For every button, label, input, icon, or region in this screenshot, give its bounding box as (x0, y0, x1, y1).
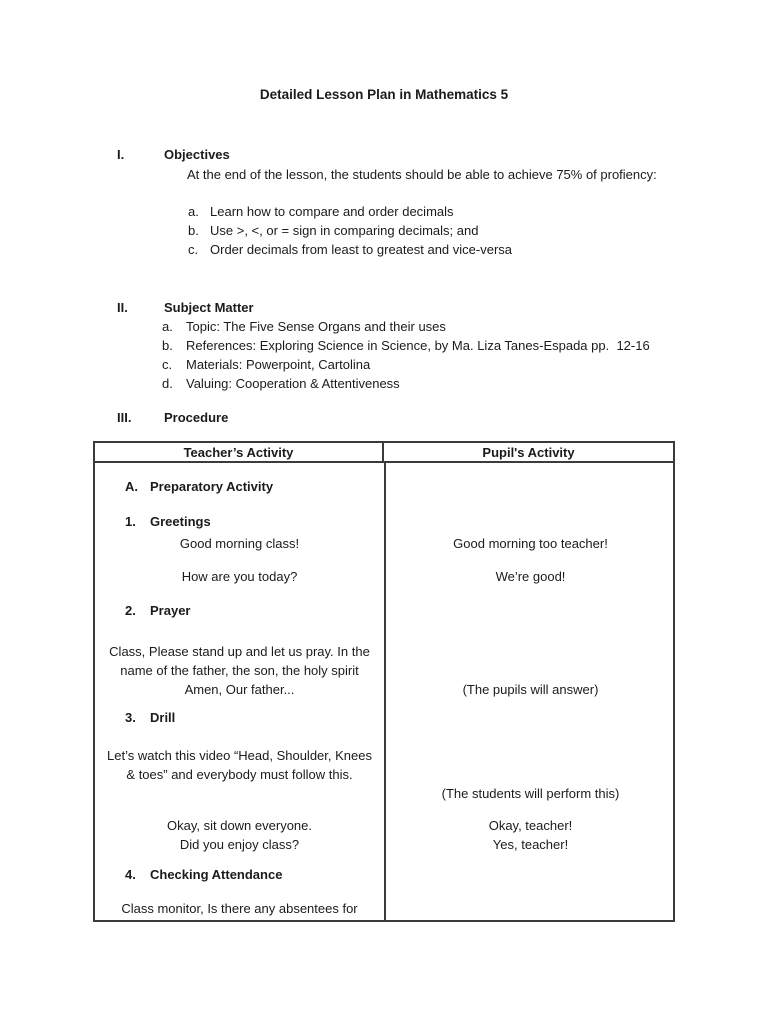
teacher-dialogue-okay-sit: Okay, sit down everyone. (167, 818, 312, 833)
document-title: Detailed Lesson Plan in Mathematics 5 (259, 87, 509, 102)
subject-matter-item (0, 338, 768, 357)
section-heading-label: Objectives (164, 147, 230, 162)
list-item-marker: d. (162, 376, 173, 391)
section-objectives-heading (0, 147, 768, 166)
procedure-table-header-row (95, 443, 673, 463)
objectives-intro: At the end of the lesson, the students should be able to achieve 75% of profiency: (187, 167, 657, 182)
pupil-dialogue-were-good: We’re good! (495, 569, 566, 584)
teacher-dialogue-monitor: Class monitor, Is there any absentees for (121, 901, 358, 916)
list-item-marker: 1. (125, 514, 136, 529)
list-item-marker: 2. (125, 603, 136, 618)
list-item-label: Drill (150, 710, 176, 725)
list-item-marker: c. (188, 242, 199, 257)
list-item-marker: A. (125, 479, 138, 494)
section-subject-matter-heading (0, 300, 768, 319)
subject-matter-item (0, 376, 768, 395)
list-item-text: Materials: Powerpoint, Cartolina (186, 357, 371, 372)
section-numeral: I. (117, 147, 125, 162)
teacher-dialogue-did-enjoy: Did you enjoy class? (179, 837, 300, 852)
list-item-label: Greetings (150, 514, 211, 529)
pupil-dialogue-perform-this: (The students will perform this) (441, 786, 620, 801)
list-item-text: References: Exploring Science in Science, by Ma. Liza Tanes-Espada pp. 12-16 (186, 338, 650, 353)
objectives-item (0, 223, 768, 242)
list-item-marker: a. (162, 319, 173, 334)
list-item-marker: 4. (125, 867, 136, 882)
pupil-dialogue-pupils-answer: (The pupils will answer) (462, 682, 599, 697)
section-numeral: II. (117, 300, 128, 315)
list-item-label: Prayer (150, 603, 191, 618)
list-item-text: Learn how to compare and order decimals (210, 204, 454, 219)
pupil-activity-column-header: Pupil's Activity (482, 445, 575, 460)
list-item-marker: b. (188, 223, 199, 238)
list-item-label: Checking Attendance (150, 867, 283, 882)
pupil-dialogue-okay-teacher: Okay, teacher! (488, 818, 573, 833)
list-item-text: Use >, <, or = sign in comparing decimals; and (210, 223, 479, 238)
section-procedure-heading (0, 410, 768, 429)
list-item-label: Preparatory Activity (150, 479, 274, 494)
teacher-dialogue-how-are-you: How are you today? (181, 569, 298, 584)
list-item-marker: 3. (125, 710, 136, 725)
section-numeral: III. (117, 410, 132, 425)
teacher-part-a-heading (95, 479, 384, 498)
procedure-table-body (95, 463, 673, 920)
teacher-drill-heading (95, 710, 384, 729)
teacher-activity-column-header: Teacher’s Activity (95, 443, 384, 461)
pupil-dialogue-good-morning-too: Good morning too teacher! (453, 536, 608, 551)
objectives-item (0, 242, 768, 261)
procedure-table (93, 441, 675, 922)
teacher-greetings-heading (95, 514, 384, 533)
section-heading-label: Subject Matter (164, 300, 254, 315)
list-item-text: Order decimals from least to greatest and vice-versa (210, 242, 513, 257)
list-item-marker: a. (188, 204, 199, 219)
list-item-marker: c. (162, 357, 173, 372)
teacher-dialogue-good-morning: Good morning class! (179, 536, 300, 551)
teacher-dialogue-prayer: Class, Please stand up and let us pray. In the name of the father, the son, the holy spirit Amen, Our father... (109, 644, 370, 697)
teacher-prayer-heading (95, 603, 384, 622)
subject-matter-item (0, 357, 768, 376)
subject-matter-item (0, 319, 768, 338)
list-item-marker: b. (162, 338, 173, 353)
teacher-attendance-heading (95, 867, 384, 886)
teacher-dialogue-drill: Let’s watch this video “Head, Shoulder, Knees & toes” and everybody must follow this. (107, 748, 372, 782)
list-item-text: Topic: The Five Sense Organs and their uses (186, 319, 446, 334)
objectives-item (0, 204, 768, 223)
list-item-text: Valuing: Cooperation & Attentiveness (186, 376, 400, 391)
section-heading-label: Procedure (164, 410, 229, 425)
pupil-dialogue-yes-teacher: Yes, teacher! (492, 837, 569, 852)
